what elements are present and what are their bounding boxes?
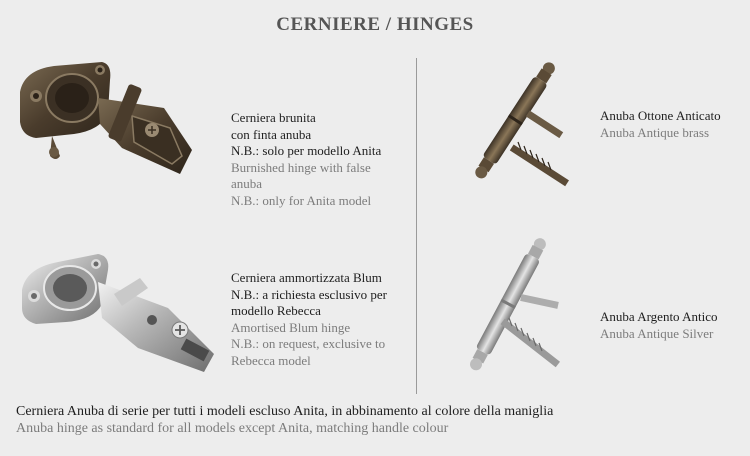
blum-it-line-3: modello Rebecca	[231, 303, 321, 318]
blum-it-line-2: N.B.: a richiesta esclusivo per	[231, 286, 387, 302]
burnished-it-line-2: con finta anuba	[231, 126, 312, 142]
anuba-brass-description	[600, 108, 721, 141]
burnished-en-line-3: N.B.: only for Anita model	[231, 192, 372, 208]
burnished-it-line-3: N.B.: solo per modello Anita	[231, 143, 382, 158]
footer-note	[16, 403, 553, 437]
blum-en-line-3: Rebecca model	[231, 352, 311, 368]
page-title: CERNIERE / HINGES	[276, 14, 474, 35]
anuba-silver-image	[445, 230, 575, 380]
footer-english: Anuba hinge as standard for all models except Anita, matching handle colour	[16, 421, 449, 436]
blum-en-line-2: N.B.: on request, exclusive to	[231, 336, 386, 351]
column-divider	[416, 58, 417, 394]
blum-hinge-image	[18, 238, 218, 378]
burnished-hinge-image	[14, 52, 204, 182]
blum-it-line-1: Cerniera ammortizzata Blum	[231, 270, 382, 285]
anuba-silver-description	[600, 309, 717, 342]
blum-en-line-1: Amortised Blum hinge	[231, 319, 351, 335]
burnished-en-line-1: Burnished hinge with false	[231, 159, 371, 175]
burnished-en-line-2: anuba	[231, 176, 263, 191]
footer-italian: Cerniera Anuba di serie per tutti i modeli escluso Anita, in abbinamento al colore della maniglia	[16, 404, 554, 419]
silver-en-line-1: Anuba Antique Silver	[600, 325, 714, 341]
burnished-hinge-description	[231, 110, 381, 209]
silver-it-line-1: Anuba Argento Antico	[600, 309, 718, 324]
anuba-brass-image	[452, 52, 582, 192]
brass-it-line-1: Anuba Ottone Anticato	[600, 108, 721, 123]
burnished-it-line-1: Cerniera brunita	[231, 110, 316, 125]
brass-en-line-1: Anuba Antique brass	[600, 124, 710, 140]
blum-hinge-description	[231, 270, 387, 369]
